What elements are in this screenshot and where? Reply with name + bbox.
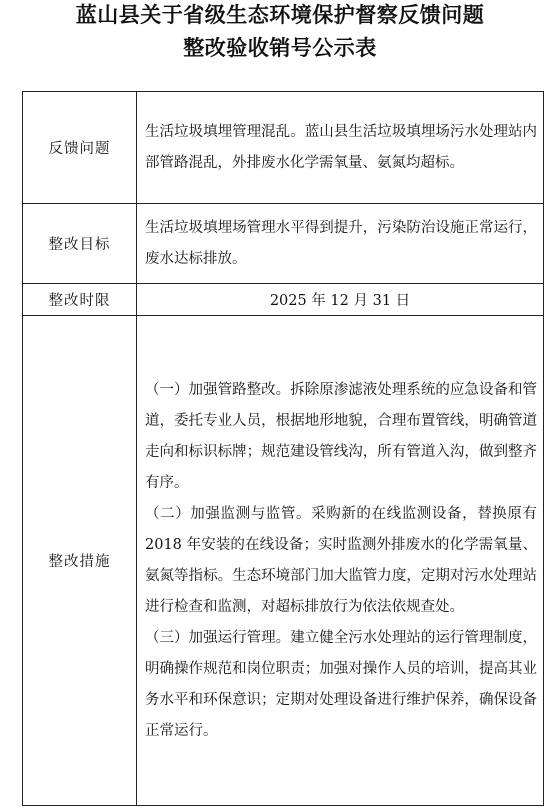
measure-item-3: （三）加强运行管理。建立健全污水处理站的运行管理制度，明确操作规范和岗位职责；加强对操作人员的培训，提高其业务水平和环保意识；定期对处理设备进行维护保养，确保设备正常运行。	[145, 629, 537, 739]
deadline-label: 整改时限	[23, 284, 137, 316]
table-row-feedback	[23, 92, 544, 204]
goal-text: 生活垃圾填埋场管理水平得到提升，污染防治设施正常运行，废水达标排放。	[137, 204, 544, 284]
table-row-measures	[23, 316, 544, 806]
measures-label: 整改措施	[23, 316, 137, 806]
table-row-deadline	[23, 284, 544, 316]
measure-item-1: （一）加强管路整改。拆除原渗滤液处理系统的应急设备和管道，委托专业人员，根据地形地貌，合理布置管线，明确管道走向和标识标牌；规范建设管线沟，所有管道入沟，做到整齐有序。	[145, 381, 537, 491]
publicity-table	[22, 91, 544, 806]
feedback-text: 生活垃圾填埋管理混乱。蓝山县生活垃圾填埋场污水处理站内部管路混乱，外排废水化学需氧量、氨氮均超标。	[137, 92, 544, 204]
goal-label: 整改目标	[23, 204, 137, 284]
feedback-label: 反馈问题	[23, 92, 137, 204]
document-title: 蓝山县关于省级生态环境保护督察反馈问题	[75, 3, 485, 27]
deadline-value: 2025 年 12 月 31 日	[137, 284, 544, 316]
document-subtitle: 整改验收销号公示表	[183, 36, 377, 60]
measures-text	[137, 316, 544, 806]
table-row-goal	[23, 204, 544, 284]
measure-item-2: （二）加强监测与监管。采购新的在线监测设备，替换原有 2018 年安装的在线设备；实时监测外排废水的化学需氧量、氨氮等指标。生态环境部门加大监管力度，定期对污水处理站进行检查和监测，对超标排放行为依法依规查处。	[145, 505, 537, 615]
